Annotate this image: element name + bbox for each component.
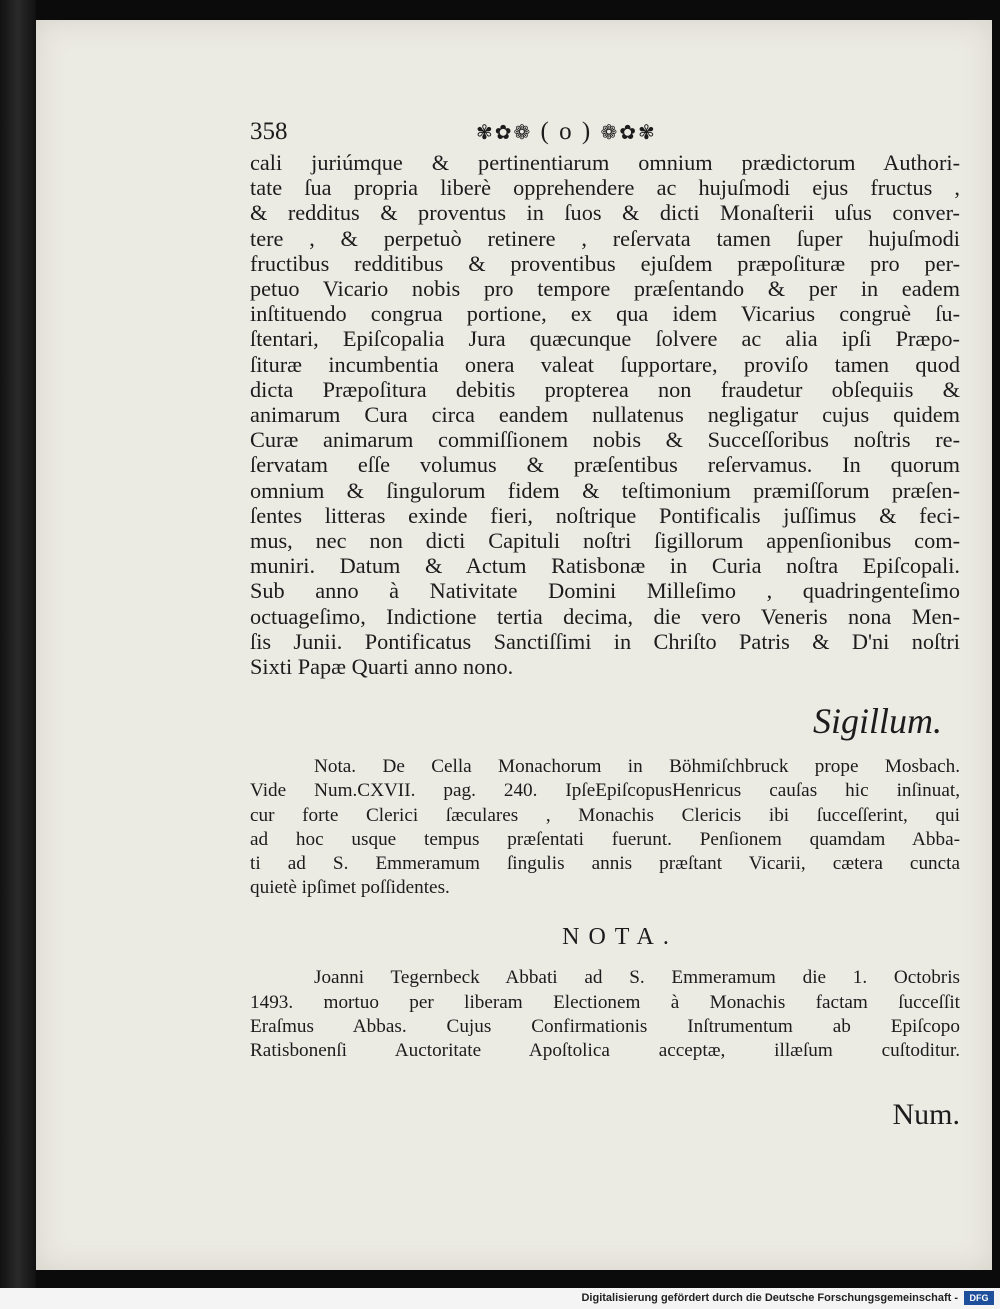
second-note-block xyxy=(250,966,960,1063)
text-line: ſentes litteras exinde fieri, noſtrique Pontificalis juſſimus & feci- xyxy=(250,502,960,528)
text-line: & redditus & proventus in ſuos & dicti Monaſterii uſus conver- xyxy=(250,200,960,226)
text-line: Curæ animarum commiſſionem nobis & Succeſſoribus noſtris re- xyxy=(250,427,960,453)
note-line: Eraſmus Abbas. Cujus Confirmationis Inſtrumentum ab Epiſcopo xyxy=(250,1015,960,1037)
running-head xyxy=(250,118,960,148)
note-line: ad hoc usque tempus præſentati fuerunt. Penſionem quamdam Abba- xyxy=(250,828,960,850)
flower-ornament-icon: ❁✿✾ xyxy=(600,120,657,144)
note-line: Joanni Tegernbeck Abbati ad S. Emmeramum die 1. Octobris xyxy=(314,967,960,989)
dfg-logo-icon: DFG xyxy=(964,1291,994,1305)
digitization-footer xyxy=(0,1288,1000,1309)
note-line: quietè ipſimet poſſidentes. xyxy=(250,877,450,899)
footer-credit: Digitalisierung gefördert durch die Deutsche Forschungsgemeinschaft - xyxy=(581,1292,958,1304)
text-line: ſervatam eſſe volumus & præſentibus reſervamus. In quorum xyxy=(250,452,960,478)
text-line: mus, nec non dicti Capituli noſtri ſigillorum appenſionibus com- xyxy=(250,528,960,554)
note-heading: NOTA. xyxy=(562,924,678,951)
text-line: animarum Cura circa eandem nullatenus negligatur cujus quidem xyxy=(250,402,960,428)
text-line: Sixti Papæ Quarti anno nono. xyxy=(250,654,514,680)
note-line: Nota. De Cella Monachorum in Böhmiſchbruck prope Mosbach. xyxy=(314,756,960,778)
note-line: cur forte Clerici ſæculares , Monachis Clericis ibi ſucceſſerint, qui xyxy=(250,804,960,826)
page-number: 358 xyxy=(250,118,288,145)
text-line: inſtituendo congrua portione, ex qua idem Vicarius congruè ſu- xyxy=(250,301,960,327)
flower-ornament-icon: ✾✿❁ xyxy=(476,120,533,144)
text-line: cali juriúmque & pertinentiarum omnium prædictorum Authori- xyxy=(250,150,960,175)
book-spine-edge xyxy=(0,0,36,1288)
text-line: dicta Præpoſitura debitis propterea non fraudetur obſequiis & xyxy=(250,376,960,402)
book-page xyxy=(36,20,992,1270)
document-body xyxy=(250,150,960,679)
note-line: Vide Num.CXVII. pag. 240. IpſeEpiſcopusHenricus cauſas hic inſinuat, xyxy=(250,780,960,802)
text-line: ſtentari, Epiſcopalia Jura quæcunque ſolvere ac alia ipſi Præpo- xyxy=(250,326,960,352)
footnote-block xyxy=(250,755,960,900)
catchword: Num. xyxy=(892,1098,960,1132)
text-line: ſituræ incumbentia onera valeat ſupportare, proviſo tamen quod xyxy=(250,351,960,377)
text-line: tate ſua propria liberè opprehendere ac hujuſmodi ejus fructus , xyxy=(250,175,960,201)
text-line: tere , & perpetuò retinere , reſervata tamen ſuper hujuſmodi xyxy=(250,225,960,251)
seal-label: Sigillum. xyxy=(812,701,942,742)
text-line: petuo Vicario nobis pro tempore præſentando & per in eadem xyxy=(250,276,960,302)
text-line: muniri. Datum & Actum Ratisbonæ in Curia noſtra Epiſcopali. xyxy=(250,553,960,579)
note-line: Ratisbonenſi Auctoritate Apoſtolica acceptæ, illæſum cuſtoditur. xyxy=(250,1040,960,1062)
note-line: 1493. mortuo per liberam Electionem à Monachis factam ſucceſſit xyxy=(250,991,960,1013)
note-line: ti ad S. Emmeramum ſingulis annis præſtant Vicarii, cætera cuncta xyxy=(250,853,960,875)
text-line: fructibus redditibus & proventibus ejuſdem præpoſituræ pro per- xyxy=(250,250,960,276)
text-line: omnium & ſingulorum fidem & teſtimonium præmiſſorum præſen- xyxy=(250,477,960,503)
text-line: Sub anno à Nativitate Domini Milleſimo , quadringenteſimo xyxy=(250,578,960,604)
text-line: ſis Junii. Pontificatus Sanctiſſimi in Chriſto Patris & D'ni noſtri xyxy=(250,628,960,654)
header-ornament xyxy=(476,118,657,146)
text-line: octuageſimo, Indictione tertia decima, die vero Veneris nona Men- xyxy=(250,603,960,629)
page-content xyxy=(250,118,960,1133)
ornament-text: ( o ) xyxy=(540,118,593,145)
